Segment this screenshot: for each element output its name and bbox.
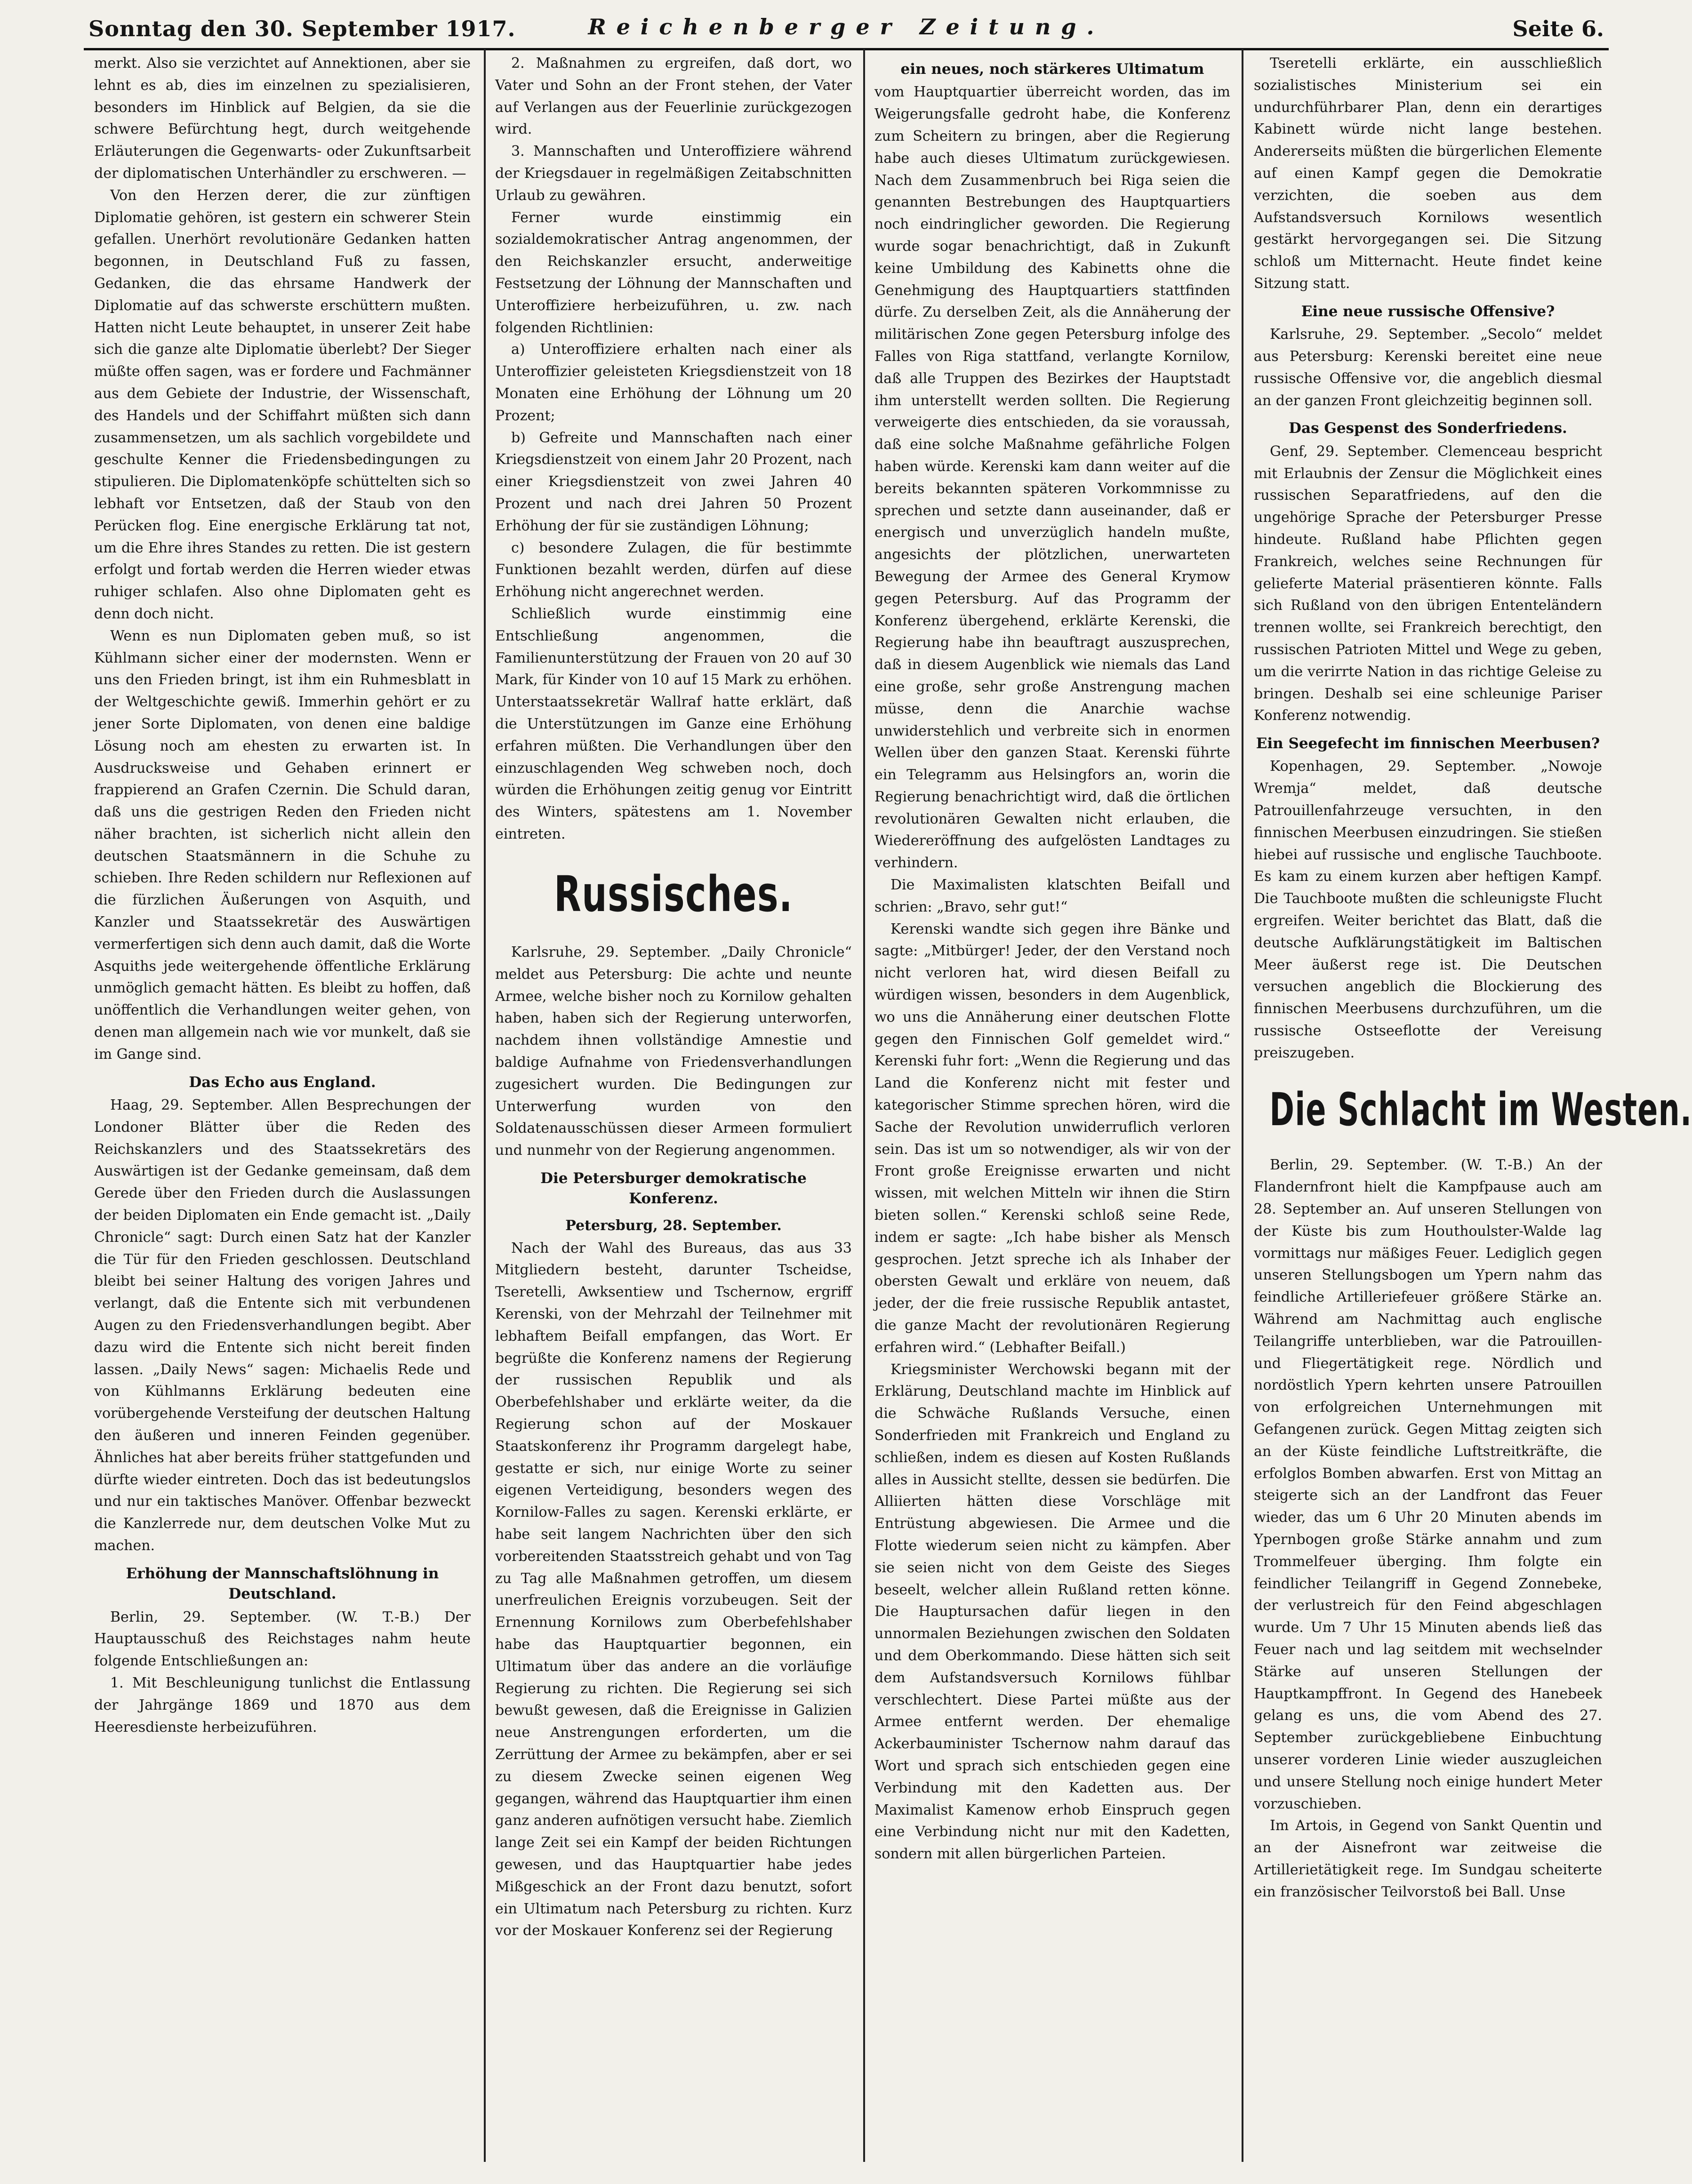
column-4 (1254, 53, 1692, 2161)
article-paragraph: Wenn es nun Diplomaten geben muß, so ist Kühlmann sicher einer der modernsten. Wenn er uns den Frieden bringt, ist ihm ein Ruhmesblatt in der Weltgeschichte gewiß. Immerhin gehört er zu jener Sorte Diplomaten, von denen eine baldige Lösung noch am ehesten zu erwarten ist. In Ausdrucksweise und Gehaben erinnert er frappierend an Grafen Czernin. Die Schuld daran, daß uns die gestrigen Reden den Frieden nicht näher brachten, ist sicherlich nicht allein den deutschen Staatsmännern in die Schuhe zu schieben. Ihre Reden schildern nur Reflexionen auf die fürzlichen Äußerungen von Asquith, und Kanzler und Staatssekretär des Auswärtigen vermerfertigen sich denn auch damit, daß die Worte Asquiths jede weitergehende öffentliche Erklärung unmöglich gemacht hätten. Es bleibt zu hoffen, daß unöffentlich die Verhandlungen weiter gehen, von denen man allgemein nach wie vor munkelt, daß sie im Gange sind. (94, 627, 471, 1063)
column-3 (874, 53, 1230, 2161)
article-paragraph: Die Maximalisten klatschten Beifall und schrien: „Bravo, sehr gut!“ (874, 877, 1230, 915)
column-rule (863, 49, 865, 2162)
section-heading: Ein Seegefecht im finnischen Meerbusen? (1256, 735, 1600, 752)
article-paragraph: vom Hauptquartier überreicht worden, das im Weigerungsfalle gedroht habe, die Konferenz zum Scheitern zu bringen, aber die Regierung habe auch dieses Ultimatum zurückgewiesen. Nach dem Zusammenbruch bei Riga seien die genannten Bestrebungen des Hauptquartiers noch eindringlicher geworden. Die Regierung wurde sogar benachrichtigt, daß in Zukunft keine Umbildung des Kabinetts ohne die Genehmigung des Hauptquartiers stattfinden dürfe. Zu derselben Zeit, als die Annäherung der militärischen Zone gegen Petersburg infolge des Falles von Riga stattfand, verlangte Kornilow, daß alle Truppen des Bezirkes der Hauptstadt ihm unterstellt werden sollten. Die Regierung verweigerte dies entschieden, da sie voraussah, daß eine solche Maßnahme gefährliche Folgen haben würde. Kerenski kam dann weiter auf die bereits bekannten späteren Vorkommnisse zu sprechen und setzte dann auseinander, daß er energisch und unverzüglich handeln mußte, angesichts der plötzlichen, unerwarteten Bewegung der Armee des General Krymow gegen Petersburg. Auf das Programm der Konferenz übergehend, erklärte Kerenski, die Regierung habe ihn beauftragt auszusprechen, daß in diesem Augenblick wie niemals das Land eine große, sehr große Anstrengung machen müsse, denn die Anarchie wachse unwiderstehlich und verbreite sich in enormen Wellen über den ganzen Staat. Kerenski führte ein Telegramm aus Helsingfors an, worin die Regierung benachrichtigt wird, daß die örtlichen revolutionären Gewalten nicht erlauben, die Wiedereröffnung des aufgelösten Landtages zu verhindern. (874, 84, 1230, 872)
article-paragraph: Berlin, 29. September. (W. T.-B.) An der Flandernfront hielt die Kampfpause auch am 28. September an. Auf unseren Stellungen von der Küste bis zum Houthoulster-Walde lag vormittags nur mäßiges Feuer. Lediglich gegen unseren Stellungsbogen um Ypern nahm das feindliche Artilleriefeuer größere Stärke an. Während am Nachmittag auch englische Teilangriffe unterblieben, war die Patrouillen- und Fliegertätigkeit rege. Nördlich und nordöstlich Ypern kehrten unsere Patrouillen von erfolgreichen Unternehmungen mit Gefangenen zurück. Gegen Mittag zeigten sich an der Küste feindliche Luftstreitkräfte, die erfolglos Bomben abwarfen. Erst von Mittag an steigerte sich an der Landfront das Feuer wieder, das um 6 Uhr 20 Minuten abends im Ypernbogen große Stärke annahm und zum Trommelfeuer überging. Ihm folgte ein feindlicher Teilangriff in Gegend Zonnebeke, der verlustreich für den Feind abgeschlagen wurde. Um 7 Uhr 15 Minuten abends ließ das Feuer nach und lag seitdem mit wechselnder Stärke auf unseren Stellungen der Hauptkampffront. In Gegend des Hanebeek gelang es uns, die vom Abend des 27. September zurückgebliebene Einbuchtung unserer vorderen Linie wieder auszugleichen und unsere Stellung noch einige hundert Meter vorzuschieben. (1254, 1157, 1602, 1812)
article-paragraph: Kerenski wandte sich gegen ihre Bänke und sagte: „Mitbürger! Jeder, der den Verstand noch nicht verloren hat, wird diesen Beifall zu würdigen wissen, besonders in dem Augenblick, wo uns die Annäherung einer deutschen Flotte gegen den Finnischen Golf gemeldet wird.“ Kerenski fuhr fort: „Wenn die Regierung und das Land die Konferenz nicht mit fester und kategorischer Stimme sprechen hören, wird die Sache der Revolution unwiderruflich verloren sein. Das ist um so notwendiger, als wir von der Front große Ereignisse erwarten und nicht wissen, mit welchen Mitteln wir ihnen die Stirn bieten sollen.“ Kerenski schloß seine Rede, indem er sagte: „Ich habe bisher als Mensch gesprochen. Jetzt spreche ich als Inhaber der obersten Gewalt und erkläre von neuem, daß jeder, der die freie russische Republik antastet, die ganze Macht der revolutionären Regierung erfahren wird.“ (Lebhafter Beifall.) (874, 920, 1230, 1356)
section-heading: Petersburg, 28. September. (565, 1217, 782, 1234)
article-paragraph: Nach der Wahl des Bureaus, das aus 33 Mitgliedern besteht, darunter Tscheidse, Tseretelli, Awksentiew und Tschernow, ergriff Kerenski, von der Mehrzahl der Teilnehmer mit lebhaftem Beifall empfangen, das Wort. Er begrüßte die Konferenz namens der Regierung der russischen Republik und als Oberbefehlshaber und erklärte weiter, da die Regierung schon auf der Moskauer Staatskonferenz ihr Programm dargelegt habe, gestatte er sich, nur einige Worte zu seiner eigenen Verteidigung, besonders wegen des Kornilow-Falles zu sagen. Kerenski erklärte, er habe seit langem Nachrichten über den sich vorbereitenden Staatsstreich gehabt und von Tag zu Tag alle Maßnahmen getroffen, um diesem unerfreulichen Ereignis vorzubeugen. Seit der Ernennung Kornilows zum Oberbefehlshaber habe das Hauptquartier begonnen, ein Ultimatum über das andere an die vorläufige Regierung zu richten. Die Regierung sei sich bewußt gewesen, daß die Ereignisse in Galizien neue Anstrengungen erforderten, um die Zerrüttung der Armee zu bekämpfen, aber er sei zu diesem Zwecke seinen eigenen Weg gegangen, während das Hauptquartier ihm einen ganz anderen aufnötigen versucht habe. Ziemlich lange Zeit sei ein Kampf der beiden Richtungen gewesen, und das Hauptquartier habe jedes Mißgeschick an der Front dazu benutzt, sofort ein Ultimatum nach Petersburg zu richten. Kurz vor der Moskauer Konferenz sei der Regierung (495, 1240, 852, 1939)
masthead (84, 7, 1609, 50)
section-heading: Das Gespenst des Sonderfriedens. (1289, 420, 1567, 437)
column-rule (484, 49, 486, 2162)
article-paragraph: 2. Maßnahmen zu ergreifen, daß dort, wo Vater und Sohn an der Front stehen, der Vater auf Verlangen aus der Feuerlinie zurückgezogen wird. (495, 55, 852, 138)
section-heading: Die Petersburger demokratische Konferenz. (540, 1169, 807, 1208)
article-paragraph: a) Unteroffiziere erhalten nach einer als Unteroffizier geleisteten Kriegsdienstzeit von 18 Monaten eine Erhöhung der Löhnung um 20 Prozent; (495, 341, 852, 424)
article-paragraph: Karlsruhe, 29. September. „Daily Chronicle“ meldet aus Petersburg: Die achte und neunte Armee, welche bisher noch zu Kornilow gehalten haben, haben sich der Regierung unterworfen, nachdem ihnen vollständige Amnestie und baldige Aufnahme von Friedensverhandlungen zugesichert wurden. Die Bedingungen zur Unterwerfung wurden von den Soldatenausschüssen dieser Armeen formuliert und nunmehr von der Regierung angenommen. (495, 944, 852, 1159)
article-paragraph: 1. Mit Beschleunigung tunlichst die Entlassung der Jahrgänge 1869 und 1870 aus dem Heeresdienste herbeizuführen. (94, 1674, 471, 1736)
article-paragraph: Von den Herzen derer, die zur zünftigen Diplomatie gehören, ist gestern ein schwerer Stein gefallen. Unerhört revolutionäre Gedanken hatten begonnen, in Deutschland Fuß zu fassen, Gedanken, die das ehrsame Handwerk der Diplomatie auf das schwerste erschüttern mußten. Hatten nicht Leute behauptet, in unserer Zeit habe sich die ganze alte Diplomatie überlebt? Der Sieger müßte offen sagen, was er fordere und Fachmänner aus dem Gebiete der Industrie, der Wissenschaft, des Handels und der Schiffahrt müßten sich dann zusammensetzen, um als sachlich vorgebildete und geschulte Kenner die Friedensbedingungen zu stipulieren. Die Diplomatenköpfe schüttelten sich so lebhaft vor Entsetzen, daß der Staub von den Perücken flog. Eine energische Erklärung tat not, um die Ehre ihres Standes zu retten. Die ist gestern erfolgt und fortab werden die Herren wieder etwas ruhiger schlafen. Also ohne Diplomaten geht es denn doch nicht. (94, 187, 471, 622)
article-paragraph: Schließlich wurde einstimmig eine Entschließung angenommen, die Familienunterstützung der Frauen von 20 auf 30 Mark, für Kinder von 10 auf 15 Mark zu erhöhen. Unterstaatssekretär Wallraf hatte erklärt, daß die Unterstützungen im Ganze eine Erhöhung erfahren müßten. Die Verhandlungen über den einzuschlagenden Weg schweben noch, doch würden die Erhöhungen zeitig genug vor Eintritt des Winters, spätestens am 1. November eintreten. (495, 605, 852, 842)
article-paragraph: Berlin, 29. September. (W. T.-B.) Der Hauptausschuß des Reichstages nahm heute folgende Entschließungen an: (94, 1608, 471, 1670)
column-rule (1242, 49, 1243, 2162)
article-paragraph: b) Gefreite und Mannschaften nach einer Kriegsdienstzeit von einem Jahr 20 Prozent, nach einer Kriegsdienstzeit von zwei Jahren 40 Prozent und nach drei Jahren 50 Prozent Erhöhung der für sie zuständigen Löhnung; (495, 429, 852, 534)
article-paragraph: merkt. Also sie verzichtet auf Annektionen, aber sie lehnt es ab, dies im einzelnen zu spezialisieren, besonders im Hinblick auf Belgien, da sie die schwere Befürchtung hegt, durch weitgehende Erläuterungen die Gegenwarts- oder Zukunftsarbeit der diplomatischen Unterhändler zu erschweren. — (94, 55, 471, 182)
article-paragraph: c) besondere Zulagen, die für bestimmte Funktionen bezahlt werden, dürfen auf diese Erhöhung nicht angerechnet werden. (495, 539, 852, 600)
column-1 (94, 53, 471, 2161)
article-paragraph: Kopenhagen, 29. September. „Nowoje Wremja“ meldet, daß deutsche Patrouillenfahrzeuge versuchten, in den finnischen Meerbusen einzudringen. Sie stießen hiebei auf russische und englische Tauchboote. Es kam zu einem kurzen aber heftigen Kampf. Die Tauchboote mußten die schleunigste Flucht ergreifen. Weiter berichtet das Blatt, daß die deutsche Aufklärungstätigkeit im Baltischen Meer äußerst rege ist. Die Deutschen versuchen angeblich die Blockierung des finnischen Meerbusens durchzuführen, um die russische Ostseeflotte der Vereisung preiszugeben. (1254, 758, 1602, 1061)
article-paragraph: Karlsruhe, 29. September. „Secolo“ meldet aus Petersburg: Kerenski bereitet eine neue russische Offensive vor, die angeblich diesmal an der ganzen Front gleichzeitig beginnen soll. (1254, 326, 1602, 409)
main-headline: Russisches. (554, 865, 793, 923)
article-paragraph: 3. Mannschaften und Unteroffiziere während der Kriegsdauer in regelmäßigen Zeitabschnitten Urlaub zu gewähren. (495, 143, 852, 204)
section-heading: ein neues, noch stärkeres Ultimatum (900, 61, 1204, 78)
section-heading: Das Echo aus England. (189, 1073, 376, 1091)
article-paragraph: Genf, 29. September. Clemenceau bespricht mit Erlaubnis der Zensur die Möglichkeit eines russischen Separatfriedens, auf den die ungehörige Sprache der Petersburger Presse hindeute. Rußland habe Pflichten gegen Frankreich, welches seine Rechnungen für gelieferte Material präsentieren könnte. Falls sich Rußland von den übrigen Ententeländern trennen wollte, sei Frankreich berechtigt, den russischen Patrioten Mittel und Wege zu geben, um die verirrte Nation in das richtige Geleise zu bringen. Deshalb sei eine schleunige Pariser Konferenz notwendig. (1254, 443, 1602, 724)
article-paragraph: Tseretelli erklärte, ein ausschließlich sozialistisches Ministerium sei ein undurchführbarer Plan, denn ein derartiges Kabinett würde nicht lange bestehen. Andererseits müßten die bürgerlichen Elemente auf einen Kampf gegen die Demokratie verzichten, die soeben aus dem Aufstandsversuch Kornilows wesentlich gestärkt hervorgegangen sei. Die Sitzung schloß um Mitternacht. Heute findet keine Sitzung statt. (1254, 55, 1602, 292)
section-heading: Erhöhung der Mannschaftslöhnung in Deutschland. (126, 1565, 439, 1603)
section-heading: Eine neue russische Offensive? (1301, 303, 1555, 320)
column-2 (495, 53, 852, 2161)
issue-date: Sonntag den 30. September 1917. (88, 16, 516, 41)
article-paragraph: Ferner wurde einstimmig ein sozialdemokratischer Antrag angenommen, der den Reichskanzler ersucht, anderweitige Festsetzung der Löhnung der Mannschaften und Unteroffiziere herbeizuführen, u. zw. nach folgenden Richtlinien: (495, 209, 852, 336)
page-number: Seite 6. (1512, 16, 1604, 41)
newspaper-title: Reichenberger Zeitung. (588, 14, 1105, 40)
main-headline: Die Schlacht im Westen. (1269, 1083, 1692, 1136)
article-paragraph: Haag, 29. September. Allen Besprechungen der Londoner Blätter über die Reden des Reichskanzlers und des Staatssekretärs des Auswärtigen ist der Gedanke gemeinsam, daß dem Gerede über den Frieden durch die Auslassungen der beiden Diplomaten ein Ende gemacht ist. „Daily Chronicle“ sagt: Durch einen Satz hat der Kanzler die Tür für den Frieden geschlossen. Deutschland bleibt bei seiner Haltung des vorigen Jahres und verlangt, daß die Entente sich mit verbundenen Augen zu den Friedensverhandlungen begibt. Aber dazu wird die Entente sich nicht bereit finden lassen. „Daily News“ sagen: Michaelis Rede und von Kühlmanns Erklärung bedeuten eine vorübergehende Versteifung der deutschen Haltung den äußeren und inneren Feinden gegenüber. Ähnliches hat aber bereits früher stattgefunden und dürfte wieder eintreten. Doch das ist bedeutungslos und nur ein taktisches Manöver. Offenbar bezweckt die Kanzlerrede nur, dem deutschen Volke Mut zu machen. (94, 1097, 471, 1554)
article-paragraph: Kriegsminister Werchowski begann mit der Erklärung, Deutschland machte im Hinblick auf die Schwäche Rußlands Versuche, einen Sonderfrieden mit Frankreich und England zu schließen, indem es diesen auf Kosten Rußlands alles in Aussicht stellte, dessen sie bedürfen. Die Alliierten hätten diese Vorschläge mit Entrüstung abgewiesen. Die Armee und die Flotte wiederum seien nicht zu kämpfen. Aber sie seien nicht von dem Geiste des Sieges beseelt, welcher allein Rußland retten könne. Die Hauptursachen dafür liegen in den unnormalen Beziehungen zwischen den Soldaten und dem Oberkommando. Diese hätten sich seit dem Aufstandsversuch Kornilows fühlbar verschlechtert. Diese Partei müßte aus der Armee entfernt werden. Der ehemalige Ackerbauminister Tschernow nahm darauf das Wort und sprach sich entschieden gegen eine Verbindung mit den Kadetten aus. Der Maximalist Kamenow erhob Einspruch gegen eine Verbindung nicht nur mit den Kadetten, sondern mit allen bürgerlichen Parteien. (874, 1361, 1230, 1863)
article-paragraph: Im Artois, in Gegend von Sankt Quentin und an der Aisnefront war zeitweise die Artillerietätigkeit rege. Im Sundgau scheiterte ein französischer Teilvorstoß bei Ball. Unse (1254, 1817, 1602, 1900)
